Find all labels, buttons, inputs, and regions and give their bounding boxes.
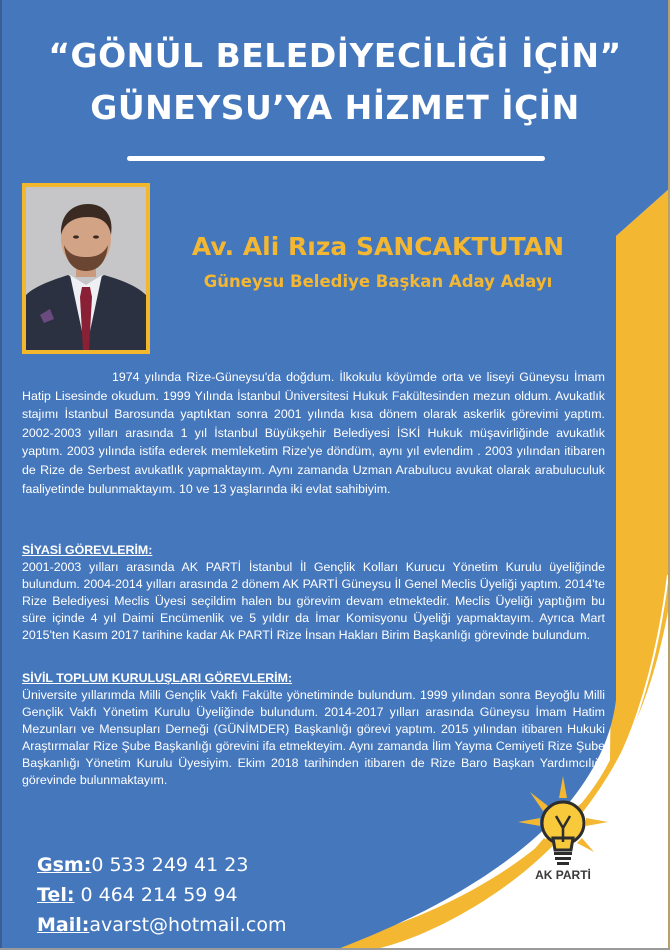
- political-roles-section: [22, 542, 605, 644]
- portrait-icon: [26, 187, 146, 350]
- contact-mail: [37, 910, 287, 940]
- tel-label: Tel:: [37, 884, 75, 906]
- mail-label: Mail:: [37, 914, 90, 936]
- contact-info: [37, 850, 287, 940]
- gsm-label: Gsm:: [37, 854, 92, 876]
- headline-line-1: “GÖNÜL BELEDİYECİLİĞİ İÇİN”: [48, 36, 622, 75]
- mail-value[interactable]: avarst@hotmail.com: [89, 914, 287, 936]
- headline-line-2: GÜNEYSU’YA HİZMET İÇİN: [90, 88, 580, 127]
- tel-value[interactable]: 0 464 214 59 94: [74, 884, 238, 906]
- civil-society-text: Üniversite yıllarımda Milli Gençlik Vakfı Fakülte yönetiminde bulundum. 1999 yılından sonra Beyoğlu Milli Gençlik Vakfı Yönetim Kurulu Üyeliğinde bulundum. 2014-2017 yılları arasında Güneysu İmam Hatim Mezunları ve Mensupları Derneği (GÜNİMDER) Başkanlığı görevi yaptım. 2015 yılından itibaren Hukuki Araştırmalar Rize Şube Başkanlığı görevini ifa etmekteyim. Aynı zamanda İlim Yayma Cemiyeti Rize Şube Başkanlığı Yönetim Kurulu Üyesiyim. Ekim 2018 tarihinden itibaren de Rize Baro Başkan Yardımcılığı görevinde bulunmaktayım.: [22, 688, 605, 787]
- left-border: [0, 0, 2, 950]
- candidate-name: Av. Ali Rıza SANCAKTUTAN: [191, 232, 565, 261]
- candidate-photo-frame: [22, 183, 150, 354]
- gsm-value[interactable]: 0 533 249 41 23: [91, 854, 249, 876]
- political-roles-text: 2001-2003 yılları arasında AK PARTİ İstanbul İl Gençlik Kolları Kurucu Yönetim Kurulu üyeliğinde bulundum. 2004-2014 yılları arasında 2 dönem AK PARTİ Güneysu İl Genel Meclis Üyeliği yaptım. 2014'te Rize Belediyesi Meclis Üyesi seçildim halen bu görevim devam etmektedir. Meclis Üyeliği yaptığım bu süre içinde 4 yıl Daimi Encümenlik ve 5 yıldır da İmar Komisyonu Üyeliği yapmaktayım. Ayrıca Mart 2015'ten Kasım 2017 tarihine kadar Ak PARTİ Rize İnsan Hakları Birim Başkanlığı görevinde bulundum.: [22, 560, 605, 642]
- biography-paragraph: 1974 yılında Rize-Güneysu'da doğdum. İlkokulu köyümde orta ve liseyi Güneysu İmam Hatip Lisesinde okudum. 1999 Yılında İstanbul Üniversitesi Hukuk Fakültesinden mezun oldum. Avukatlık stajımı İstanbul Barosunda yaptıktan sonra 2001 yılında kısa dönem olarak askerlik görevimi yaptım. 2002-2003 yılları arasında 1 yıl İstanbul Büyükşehir Belediyesi İSKİ Hukuk müşavirliğinde avukatlık yaptım. 2003 yılında istifa ederek memleketim Rize'ye döndüm, aynı yıl evlendim . 2003 yılından itibaren de Rize de Serbest avukatlık yapmaktayım. Aynı zamanda Uzman Arabulucu avukat olarak arabuluculuk faaliyetinde bulunmaktayım. 10 ve 13 yaşlarında iki evlat sahibiyim.: [22, 370, 605, 496]
- civil-society-section: [22, 670, 605, 789]
- headline-divider: [127, 156, 545, 161]
- civil-society-heading: SİVİL TOPLUM KURULUŞLARI GÖREVLERİM:: [22, 671, 293, 685]
- political-roles-heading: SİYASİ GÖREVLERİM:: [22, 543, 153, 557]
- candidate-photo: [26, 187, 146, 350]
- candidate-role: Güneysu Belediye Başkan Aday Adayı: [203, 272, 553, 291]
- party-logo-label: AK PARTİ: [535, 868, 591, 882]
- contact-tel: [37, 880, 287, 910]
- contact-gsm: [37, 850, 287, 880]
